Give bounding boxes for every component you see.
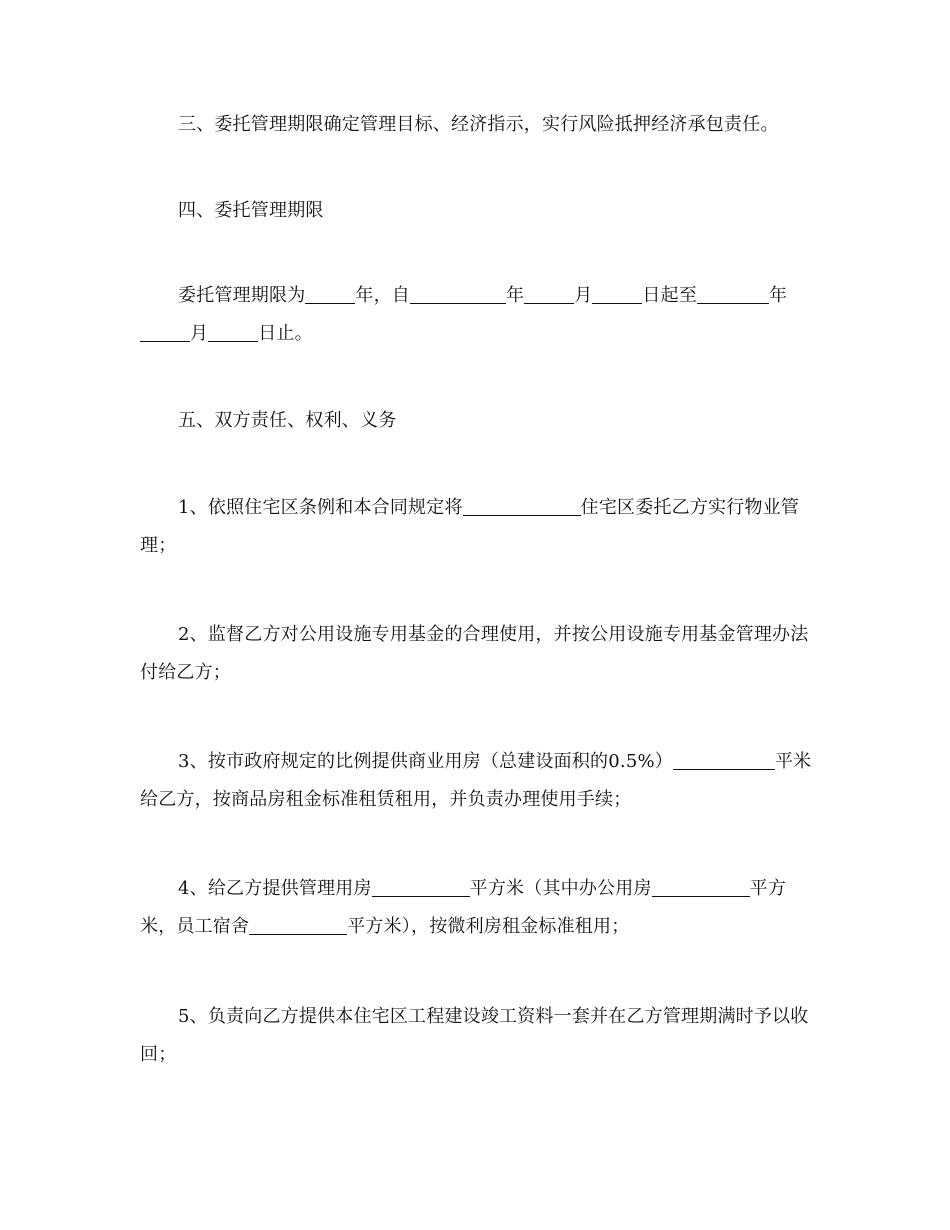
paragraph-item-1: [140, 489, 812, 565]
paragraph-item-5: [140, 998, 812, 1074]
paragraph-text: 年: [769, 285, 788, 306]
section-heading-period: [140, 192, 812, 230]
paragraph-text: 住宅区委托乙方实行物业管理；: [140, 497, 800, 556]
blank-start-year[interactable]: [410, 283, 506, 304]
paragraph-text: 日起至: [642, 285, 698, 306]
paragraph-item-4: [140, 870, 812, 946]
blank-end-year[interactable]: [697, 283, 769, 304]
blank-dormitory-area[interactable]: [249, 914, 347, 935]
paragraph-text: 3、按市政府规定的比例提供商业用房（总建设面积的0.5%）: [178, 751, 673, 772]
blank-years[interactable]: [305, 283, 355, 304]
paragraph-management-targets: [140, 106, 812, 144]
blank-end-day[interactable]: [208, 321, 258, 342]
blank-commercial-area[interactable]: [673, 749, 775, 770]
paragraph-item-3: [140, 743, 812, 819]
paragraph-text: 平米给乙方，按商品房租金标准租赁租用，并负责办理使用手续；: [140, 751, 812, 810]
paragraph-text: 平方米（其中办公用房: [469, 878, 652, 899]
paragraph-period-dates: [140, 277, 812, 353]
paragraph-text: 年: [506, 285, 525, 306]
paragraph-text: 4、给乙方提供管理用房: [178, 878, 372, 899]
paragraph-text: 三、委托管理期限确定管理目标、经济指示，实行风险抵押经济承包责任。: [178, 114, 779, 135]
paragraph-text: 日止。: [258, 323, 313, 344]
section-heading-responsibilities: [140, 402, 812, 440]
paragraph-text: 5、负责向乙方提供本住宅区工程建设竣工资料一套并在乙方管理期满时予以收回；: [140, 1006, 809, 1065]
blank-start-day[interactable]: [592, 283, 642, 304]
blank-residential-area[interactable]: [463, 495, 581, 516]
paragraph-text: 月: [190, 323, 209, 344]
paragraph-text: 年，自: [355, 285, 411, 306]
heading-text: 四、委托管理期限: [178, 200, 324, 221]
paragraph-text: 月: [574, 285, 593, 306]
blank-start-month[interactable]: [524, 283, 574, 304]
blank-end-month[interactable]: [140, 321, 190, 342]
paragraph-text: 2、监督乙方对公用设施专用基金的合理使用，并按公用设施专用基金管理办法付给乙方；: [140, 624, 809, 683]
paragraph-text: 1、依照住宅区条例和本合同规定将: [178, 497, 463, 518]
paragraph-text: 平方米），按微利房租金标准租用；: [347, 916, 630, 937]
blank-office-area[interactable]: [652, 876, 750, 897]
blank-management-area[interactable]: [372, 876, 470, 897]
paragraph-text: 委托管理期限为: [178, 285, 306, 306]
paragraph-text: 平方米，员工宿舍: [140, 878, 787, 937]
heading-text: 五、双方责任、权利、义务: [178, 410, 397, 431]
paragraph-item-2: [140, 616, 812, 692]
